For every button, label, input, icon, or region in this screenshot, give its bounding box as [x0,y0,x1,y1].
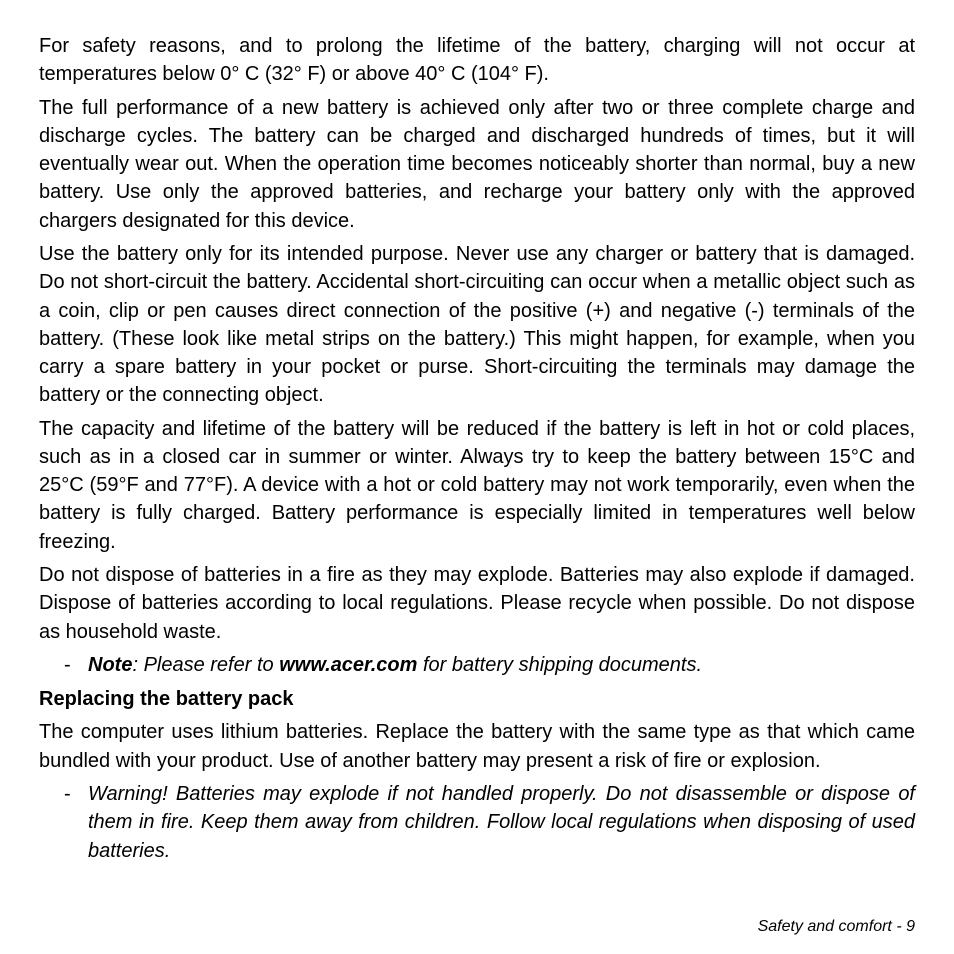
shipping-note [39,651,915,679]
page-number: 9 [906,918,915,935]
footer-section: Safety and comfort - [757,918,902,935]
warning-note [39,780,915,865]
acer-link[interactable]: www.acer.com [279,654,418,677]
section-heading: Replacing the battery pack [39,687,294,710]
paragraph-capacity-temperature: The capacity and lifetime of the battery will be reduced if the battery is left in hot or cold places, such as in a closed car in summer or winter. Always try to keep the battery between 15°C and 25°C (59°F and 77°F). A device with a hot or cold battery may not work temporarily, even when the battery is fully charged. Battery performance is especially limited in temperatures well below freezing. [39,417,915,553]
note-text-before: : Please refer to [132,654,280,677]
document-page [39,32,915,870]
paragraph-charging-temperatures: For safety reasons, and to prolong the lifetime of the battery, charging will not occur at temperatures below 0° C (32° F) or above 40° C (104° F). [39,35,915,86]
note-text-after: for battery shipping documents. [417,654,703,677]
warning-dash: - [64,783,71,806]
paragraph-intended-purpose: Use the battery only for its intended purpose. Never use any charger or battery that is damaged. Do not short-circuit the battery. Accidental short-circuiting can occur when a metallic object such as a coin, clip or pen causes direct connection of the positive (+) and negative (-) terminals of the battery. (These look like metal strips on the battery.) This might happen, for example, when you carry a spare battery in your pocket or purse. Short-circuiting the terminals may damage the battery or the connecting object. [39,243,915,407]
note-dash: - [64,654,71,677]
page-footer [758,917,915,937]
paragraph-battery-performance: The full performance of a new battery is achieved only after two or three complete charge and discharge cycles. The battery can be charged and discharged hundreds of times, but it will eventually wear out. When the operation time becomes noticeably shorter than normal, buy a new battery. Use only the approved batteries, and recharge your battery only with the approved chargers designated for this device. [39,96,915,232]
note-label: Note [88,654,133,677]
note-body [88,651,915,679]
paragraph-disposal: Do not dispose of batteries in a fire as they may explode. Batteries may also explode if damaged. Dispose of batteries according to local regulations. Please recycle when possible. Do not dispose as household waste. [39,564,915,643]
warning-text: Warning! Batteries may explode if not handled properly. Do not disassemble or dispose of them in fire. Keep them away from children. Follow local regulations when disposing of used batteries. [88,783,915,862]
paragraph-lithium-batteries: The computer uses lithium batteries. Replace the battery with the same type as that which came bundled with your product. Use of another battery may present a risk of fire or explosion. [39,721,915,772]
